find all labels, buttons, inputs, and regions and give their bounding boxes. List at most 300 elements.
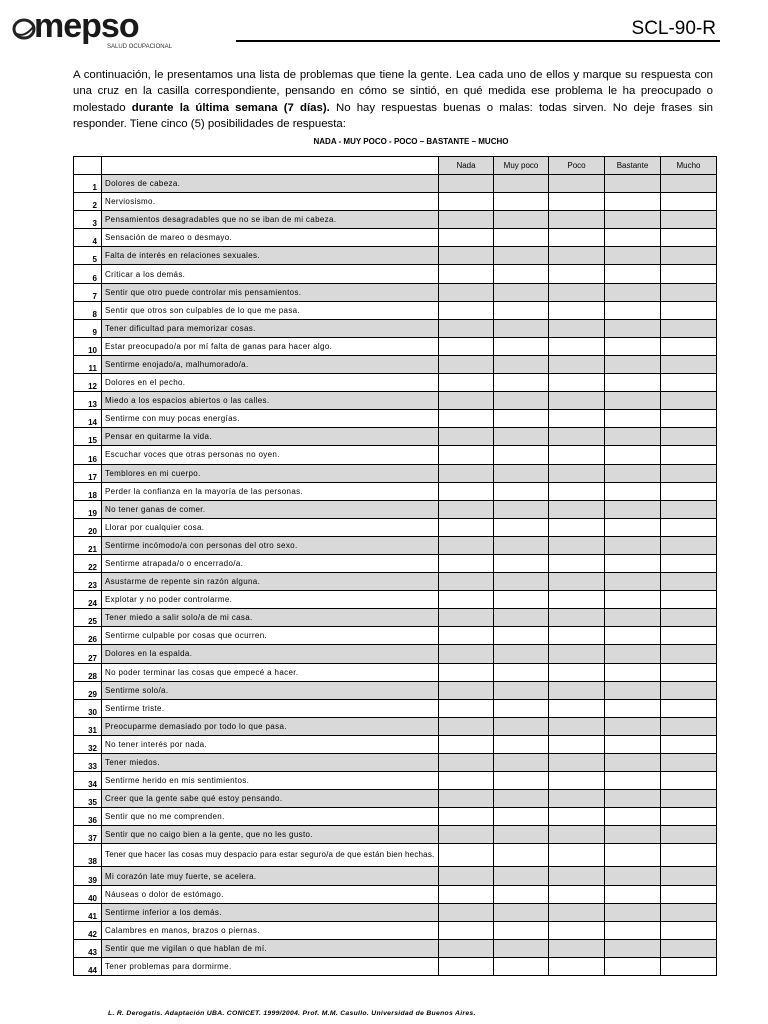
answer-cell-muy-poco[interactable]	[494, 374, 549, 392]
item-question: Sentir que no caigo bien a la gente, que no les gusto.	[102, 826, 439, 844]
answer-cell-bastante[interactable]	[605, 939, 661, 957]
table-row	[74, 428, 717, 446]
answer-cell-poco[interactable]	[549, 627, 605, 645]
table-row	[74, 301, 717, 319]
answer-cell-muy-poco[interactable]	[494, 645, 549, 663]
answer-cell-muy-poco[interactable]	[494, 939, 549, 957]
table-row	[74, 175, 717, 193]
answer-cell-bastante[interactable]	[605, 735, 661, 753]
answer-cell-muy-poco[interactable]	[494, 609, 549, 627]
answer-cell-poco[interactable]	[549, 826, 605, 844]
answer-cell-mucho[interactable]	[661, 790, 717, 808]
answer-cell-bastante[interactable]	[605, 645, 661, 663]
answer-cell-mucho[interactable]	[661, 609, 717, 627]
answer-cell-muy-poco[interactable]	[494, 699, 549, 717]
answer-cell-poco[interactable]	[549, 717, 605, 735]
answer-cell-muy-poco[interactable]	[494, 826, 549, 844]
answer-cell-nada[interactable]	[439, 500, 494, 518]
answer-cell-mucho[interactable]	[661, 374, 717, 392]
answer-cell-muy-poco[interactable]	[494, 193, 549, 211]
answer-cell-mucho[interactable]	[661, 410, 717, 428]
answer-cell-nada[interactable]	[439, 175, 494, 193]
item-question: Náuseas o dolor de estómago.	[102, 885, 439, 903]
answer-cell-mucho[interactable]	[661, 355, 717, 373]
item-question: Sentir que me vigilan o que hablan de mí.	[102, 939, 439, 957]
answer-cell-nada[interactable]	[439, 193, 494, 211]
answer-cell-poco[interactable]	[549, 229, 605, 247]
answer-cell-bastante[interactable]	[605, 957, 661, 975]
answer-cell-muy-poco[interactable]	[494, 627, 549, 645]
answer-cell-poco[interactable]	[549, 428, 605, 446]
answer-cell-bastante[interactable]	[605, 591, 661, 609]
document-code: SCL-90-R	[631, 18, 716, 39]
answer-cell-nada[interactable]	[439, 446, 494, 464]
table-row	[74, 283, 717, 301]
answer-cell-muy-poco[interactable]	[494, 482, 549, 500]
answer-cell-mucho[interactable]	[661, 663, 717, 681]
answer-cell-poco[interactable]	[549, 790, 605, 808]
answer-cell-poco[interactable]	[549, 808, 605, 826]
answer-cell-bastante[interactable]	[605, 867, 661, 885]
answer-cell-mucho[interactable]	[661, 518, 717, 536]
answer-cell-poco[interactable]	[549, 772, 605, 790]
answer-cell-bastante[interactable]	[605, 265, 661, 283]
answer-cell-poco[interactable]	[549, 193, 605, 211]
answer-cell-mucho[interactable]	[661, 921, 717, 939]
item-question: Dolores en el pecho.	[102, 374, 439, 392]
answer-cell-mucho[interactable]	[661, 536, 717, 554]
answer-cell-bastante[interactable]	[605, 247, 661, 265]
answer-cell-bastante[interactable]	[605, 193, 661, 211]
item-number: 3	[74, 211, 102, 229]
table-row	[74, 790, 717, 808]
item-number: 34	[74, 772, 102, 790]
answer-cell-bastante[interactable]	[605, 772, 661, 790]
answer-cell-muy-poco[interactable]	[494, 410, 549, 428]
answer-cell-bastante[interactable]	[605, 428, 661, 446]
table-row	[74, 609, 717, 627]
answer-cell-mucho[interactable]	[661, 885, 717, 903]
answer-cell-poco[interactable]	[549, 265, 605, 283]
answer-cell-bastante[interactable]	[605, 699, 661, 717]
item-number: 44	[74, 957, 102, 975]
answer-cell-nada[interactable]	[439, 536, 494, 554]
answer-cell-bastante[interactable]	[605, 609, 661, 627]
answer-cell-mucho[interactable]	[661, 939, 717, 957]
item-question: Explotar y no poder controlarme.	[102, 591, 439, 609]
answer-cell-mucho[interactable]	[661, 717, 717, 735]
answer-cell-nada[interactable]	[439, 518, 494, 536]
answer-cell-poco[interactable]	[549, 699, 605, 717]
item-question: Perder la confianza en la mayoría de las personas.	[102, 482, 439, 500]
item-number: 16	[74, 446, 102, 464]
answer-cell-muy-poco[interactable]	[494, 573, 549, 591]
table-row	[74, 265, 717, 283]
answer-cell-nada[interactable]	[439, 337, 494, 355]
answer-cell-mucho[interactable]	[661, 903, 717, 921]
answer-cell-mucho[interactable]	[661, 229, 717, 247]
item-number: 11	[74, 355, 102, 373]
item-number: 42	[74, 921, 102, 939]
answer-cell-poco[interactable]	[549, 283, 605, 301]
answer-cell-mucho[interactable]	[661, 573, 717, 591]
answer-cell-muy-poco[interactable]	[494, 536, 549, 554]
item-question: Sensación de mareo o desmayo.	[102, 229, 439, 247]
table-row	[74, 319, 717, 337]
answer-cell-bastante[interactable]	[605, 536, 661, 554]
item-question: No poder terminar las cosas que empecé a hacer.	[102, 663, 439, 681]
answer-cell-bastante[interactable]	[605, 754, 661, 772]
answer-cell-mucho[interactable]	[661, 482, 717, 500]
answer-cell-nada[interactable]	[439, 410, 494, 428]
answer-cell-nada[interactable]	[439, 921, 494, 939]
item-number: 7	[74, 283, 102, 301]
item-question: Sentirme enojado/a, malhumorado/a.	[102, 355, 439, 373]
answer-cell-mucho[interactable]	[661, 554, 717, 572]
answer-cell-mucho[interactable]	[661, 265, 717, 283]
answer-cell-muy-poco[interactable]	[494, 772, 549, 790]
answer-cell-muy-poco[interactable]	[494, 903, 549, 921]
answer-cell-bastante[interactable]	[605, 446, 661, 464]
answer-cell-poco[interactable]	[549, 247, 605, 265]
answer-cell-poco[interactable]	[549, 482, 605, 500]
answer-cell-mucho[interactable]	[661, 283, 717, 301]
answer-cell-nada[interactable]	[439, 265, 494, 283]
answer-cell-poco[interactable]	[549, 573, 605, 591]
table-row	[74, 554, 717, 572]
table-row	[74, 410, 717, 428]
answer-cell-nada[interactable]	[439, 681, 494, 699]
answer-cell-bastante[interactable]	[605, 500, 661, 518]
answer-cell-poco[interactable]	[549, 319, 605, 337]
answer-cell-nada[interactable]	[439, 229, 494, 247]
answer-cell-poco[interactable]	[549, 903, 605, 921]
answer-cell-nada[interactable]	[439, 247, 494, 265]
brand-name: mepso	[34, 7, 139, 45]
answer-cell-muy-poco[interactable]	[494, 446, 549, 464]
answer-cell-muy-poco[interactable]	[494, 957, 549, 975]
response-scale: NADA - MUY POCO - POCO – BASTANTE – MUCHO	[313, 137, 509, 146]
answer-cell-nada[interactable]	[439, 645, 494, 663]
table-row	[74, 536, 717, 554]
brand-logo	[12, 7, 172, 50]
item-number: 20	[74, 518, 102, 536]
answer-cell-poco[interactable]	[549, 337, 605, 355]
item-number: 22	[74, 554, 102, 572]
answer-cell-poco[interactable]	[549, 175, 605, 193]
answer-cell-poco[interactable]	[549, 410, 605, 428]
answer-cell-nada[interactable]	[439, 573, 494, 591]
answer-cell-mucho[interactable]	[661, 591, 717, 609]
answer-cell-mucho[interactable]	[661, 735, 717, 753]
answer-cell-poco[interactable]	[549, 446, 605, 464]
answer-cell-mucho[interactable]	[661, 464, 717, 482]
item-number: 19	[74, 500, 102, 518]
answer-cell-muy-poco[interactable]	[494, 735, 549, 753]
answer-cell-mucho[interactable]	[661, 337, 717, 355]
item-number: 41	[74, 903, 102, 921]
answer-cell-bastante[interactable]	[605, 717, 661, 735]
item-question: Sentirme solo/a.	[102, 681, 439, 699]
answer-cell-bastante[interactable]	[605, 392, 661, 410]
answer-cell-nada[interactable]	[439, 283, 494, 301]
answer-cell-bastante[interactable]	[605, 826, 661, 844]
answer-cell-nada[interactable]	[439, 591, 494, 609]
answer-cell-bastante[interactable]	[605, 921, 661, 939]
answer-cell-bastante[interactable]	[605, 573, 661, 591]
table-row	[74, 247, 717, 265]
item-question: Mi corazón late muy fuerte, se acelera.	[102, 867, 439, 885]
item-number: 38	[74, 844, 102, 867]
table-row	[74, 645, 717, 663]
answer-cell-bastante[interactable]	[605, 283, 661, 301]
item-question: Escuchar voces que otras personas no oyen.	[102, 446, 439, 464]
answer-cell-muy-poco[interactable]	[494, 247, 549, 265]
answer-cell-muy-poco[interactable]	[494, 663, 549, 681]
answer-cell-muy-poco[interactable]	[494, 283, 549, 301]
answer-cell-mucho[interactable]	[661, 681, 717, 699]
answer-cell-nada[interactable]	[439, 903, 494, 921]
answer-cell-bastante[interactable]	[605, 790, 661, 808]
answer-cell-mucho[interactable]	[661, 446, 717, 464]
answer-cell-nada[interactable]	[439, 867, 494, 885]
item-number: 35	[74, 790, 102, 808]
answer-cell-poco[interactable]	[549, 754, 605, 772]
item-number: 1	[74, 175, 102, 193]
answer-cell-mucho[interactable]	[661, 826, 717, 844]
answer-cell-nada[interactable]	[439, 957, 494, 975]
answer-cell-mucho[interactable]	[661, 500, 717, 518]
answer-cell-mucho[interactable]	[661, 193, 717, 211]
answer-cell-poco[interactable]	[549, 609, 605, 627]
answer-cell-bastante[interactable]	[605, 410, 661, 428]
answer-cell-poco[interactable]	[549, 374, 605, 392]
table-row	[74, 337, 717, 355]
table-row	[74, 681, 717, 699]
answer-cell-poco[interactable]	[549, 392, 605, 410]
answer-cell-poco[interactable]	[549, 957, 605, 975]
answer-cell-poco[interactable]	[549, 554, 605, 572]
answer-cell-poco[interactable]	[549, 500, 605, 518]
answer-cell-muy-poco[interactable]	[494, 500, 549, 518]
answer-cell-muy-poco[interactable]	[494, 921, 549, 939]
answer-cell-nada[interactable]	[439, 772, 494, 790]
answer-cell-bastante[interactable]	[605, 319, 661, 337]
answer-cell-nada[interactable]	[439, 699, 494, 717]
answer-cell-bastante[interactable]	[605, 374, 661, 392]
answer-cell-poco[interactable]	[549, 735, 605, 753]
answer-cell-mucho[interactable]	[661, 808, 717, 826]
answer-cell-poco[interactable]	[549, 536, 605, 554]
header-question-cell	[102, 157, 439, 175]
answer-cell-nada[interactable]	[439, 374, 494, 392]
answer-cell-nada[interactable]	[439, 301, 494, 319]
answer-cell-bastante[interactable]	[605, 464, 661, 482]
answer-cell-nada[interactable]	[439, 627, 494, 645]
answer-cell-poco[interactable]	[549, 939, 605, 957]
answer-cell-mucho[interactable]	[661, 772, 717, 790]
answer-cell-poco[interactable]	[549, 591, 605, 609]
table-row	[74, 591, 717, 609]
answer-cell-mucho[interactable]	[661, 867, 717, 885]
answer-cell-mucho[interactable]	[661, 428, 717, 446]
answer-cell-muy-poco[interactable]	[494, 885, 549, 903]
table-row	[74, 754, 717, 772]
table-row	[74, 903, 717, 921]
answer-cell-nada[interactable]	[439, 464, 494, 482]
answer-cell-poco[interactable]	[549, 645, 605, 663]
answer-cell-nada[interactable]	[439, 790, 494, 808]
answer-cell-bastante[interactable]	[605, 681, 661, 699]
answer-cell-muy-poco[interactable]	[494, 355, 549, 373]
answer-cell-poco[interactable]	[549, 867, 605, 885]
table-row	[74, 482, 717, 500]
answer-cell-mucho[interactable]	[661, 957, 717, 975]
answer-cell-nada[interactable]	[439, 717, 494, 735]
answer-cell-mucho[interactable]	[661, 247, 717, 265]
answer-cell-muy-poco[interactable]	[494, 591, 549, 609]
answer-cell-bastante[interactable]	[605, 301, 661, 319]
answer-cell-muy-poco[interactable]	[494, 229, 549, 247]
answer-cell-muy-poco[interactable]	[494, 319, 549, 337]
item-number: 27	[74, 645, 102, 663]
footer-citation: L. R. Derogatis. Adaptación UBA. CONICET. 1999/2004. Prof. M.M. Casullo. Universidad de Buenos Aires.	[108, 1010, 476, 1017]
answer-cell-muy-poco[interactable]	[494, 754, 549, 772]
item-question: Criticar a los demás.	[102, 265, 439, 283]
answer-cell-nada[interactable]	[439, 554, 494, 572]
item-question: Sentirme inferior a los demás.	[102, 903, 439, 921]
answer-cell-nada[interactable]	[439, 609, 494, 627]
answer-cell-nada[interactable]	[439, 735, 494, 753]
answer-cell-muy-poco[interactable]	[494, 808, 549, 826]
answer-cell-mucho[interactable]	[661, 319, 717, 337]
answer-cell-bastante[interactable]	[605, 844, 661, 867]
answer-cell-bastante[interactable]	[605, 808, 661, 826]
answer-cell-bastante[interactable]	[605, 211, 661, 229]
item-question: Temblores en mi cuerpo.	[102, 464, 439, 482]
answer-cell-muy-poco[interactable]	[494, 301, 549, 319]
answer-cell-mucho[interactable]	[661, 754, 717, 772]
answer-cell-mucho[interactable]	[661, 645, 717, 663]
item-number: 36	[74, 808, 102, 826]
answer-cell-nada[interactable]	[439, 482, 494, 500]
answer-cell-muy-poco[interactable]	[494, 392, 549, 410]
answer-cell-bastante[interactable]	[605, 627, 661, 645]
answer-cell-nada[interactable]	[439, 939, 494, 957]
answer-cell-bastante[interactable]	[605, 229, 661, 247]
table-row	[74, 446, 717, 464]
table-row	[74, 627, 717, 645]
answer-cell-mucho[interactable]	[661, 699, 717, 717]
table-row	[74, 717, 717, 735]
item-question: Creer que la gente sabe qué estoy pensando.	[102, 790, 439, 808]
answer-cell-bastante[interactable]	[605, 554, 661, 572]
answer-cell-nada[interactable]	[439, 885, 494, 903]
answer-cell-muy-poco[interactable]	[494, 428, 549, 446]
answer-cell-poco[interactable]	[549, 663, 605, 681]
answer-cell-muy-poco[interactable]	[494, 211, 549, 229]
answer-cell-muy-poco[interactable]	[494, 681, 549, 699]
item-number: 18	[74, 482, 102, 500]
answer-cell-mucho[interactable]	[661, 844, 717, 867]
answer-cell-nada[interactable]	[439, 826, 494, 844]
answer-cell-bastante[interactable]	[605, 885, 661, 903]
answer-cell-bastante[interactable]	[605, 482, 661, 500]
answer-cell-nada[interactable]	[439, 754, 494, 772]
answer-cell-muy-poco[interactable]	[494, 265, 549, 283]
item-question: Tener miedo a salir solo/a de mi casa.	[102, 609, 439, 627]
answer-cell-nada[interactable]	[439, 392, 494, 410]
answer-cell-nada[interactable]	[439, 428, 494, 446]
item-question: Miedo a los espacios abiertos o las calles.	[102, 392, 439, 410]
answer-cell-mucho[interactable]	[661, 301, 717, 319]
answer-cell-nada[interactable]	[439, 319, 494, 337]
answer-cell-mucho[interactable]	[661, 627, 717, 645]
item-question: No tener interés por nada.	[102, 735, 439, 753]
answer-cell-nada[interactable]	[439, 844, 494, 867]
answer-cell-muy-poco[interactable]	[494, 554, 549, 572]
answer-cell-muy-poco[interactable]	[494, 337, 549, 355]
answer-cell-bastante[interactable]	[605, 337, 661, 355]
answer-cell-muy-poco[interactable]	[494, 175, 549, 193]
table-row	[74, 518, 717, 536]
item-number: 25	[74, 609, 102, 627]
item-question: Llorar por cualquier cosa.	[102, 518, 439, 536]
answer-cell-poco[interactable]	[549, 211, 605, 229]
item-question: Sentir que otros son culpables de lo que me pasa.	[102, 301, 439, 319]
table-row	[74, 229, 717, 247]
table-row	[74, 699, 717, 717]
item-number: 32	[74, 735, 102, 753]
answer-cell-bastante[interactable]	[605, 663, 661, 681]
answer-cell-poco[interactable]	[549, 301, 605, 319]
item-number: 4	[74, 229, 102, 247]
item-number: 14	[74, 410, 102, 428]
column-header-muy-poco: Muy poco	[494, 157, 549, 175]
item-number: 13	[74, 392, 102, 410]
answer-cell-poco[interactable]	[549, 921, 605, 939]
answer-cell-poco[interactable]	[549, 518, 605, 536]
answer-cell-mucho[interactable]	[661, 392, 717, 410]
answer-cell-nada[interactable]	[439, 808, 494, 826]
answer-cell-muy-poco[interactable]	[494, 717, 549, 735]
answer-cell-poco[interactable]	[549, 844, 605, 867]
answer-cell-poco[interactable]	[549, 464, 605, 482]
table-row	[74, 663, 717, 681]
answer-cell-bastante[interactable]	[605, 903, 661, 921]
answer-cell-muy-poco[interactable]	[494, 867, 549, 885]
answer-cell-bastante[interactable]	[605, 518, 661, 536]
answer-cell-mucho[interactable]	[661, 175, 717, 193]
item-number: 40	[74, 885, 102, 903]
answer-cell-muy-poco[interactable]	[494, 518, 549, 536]
answer-cell-nada[interactable]	[439, 211, 494, 229]
item-number: 43	[74, 939, 102, 957]
answer-cell-nada[interactable]	[439, 355, 494, 373]
answer-cell-poco[interactable]	[549, 681, 605, 699]
answer-cell-poco[interactable]	[549, 355, 605, 373]
header-number-cell	[74, 157, 102, 175]
answer-cell-muy-poco[interactable]	[494, 790, 549, 808]
answer-cell-muy-poco[interactable]	[494, 464, 549, 482]
answer-cell-bastante[interactable]	[605, 355, 661, 373]
answer-cell-mucho[interactable]	[661, 211, 717, 229]
answer-cell-nada[interactable]	[439, 663, 494, 681]
answer-cell-bastante[interactable]	[605, 175, 661, 193]
item-question: Tener dificultad para memorizar cosas.	[102, 319, 439, 337]
answer-cell-poco[interactable]	[549, 885, 605, 903]
answer-cell-muy-poco[interactable]	[494, 844, 549, 867]
